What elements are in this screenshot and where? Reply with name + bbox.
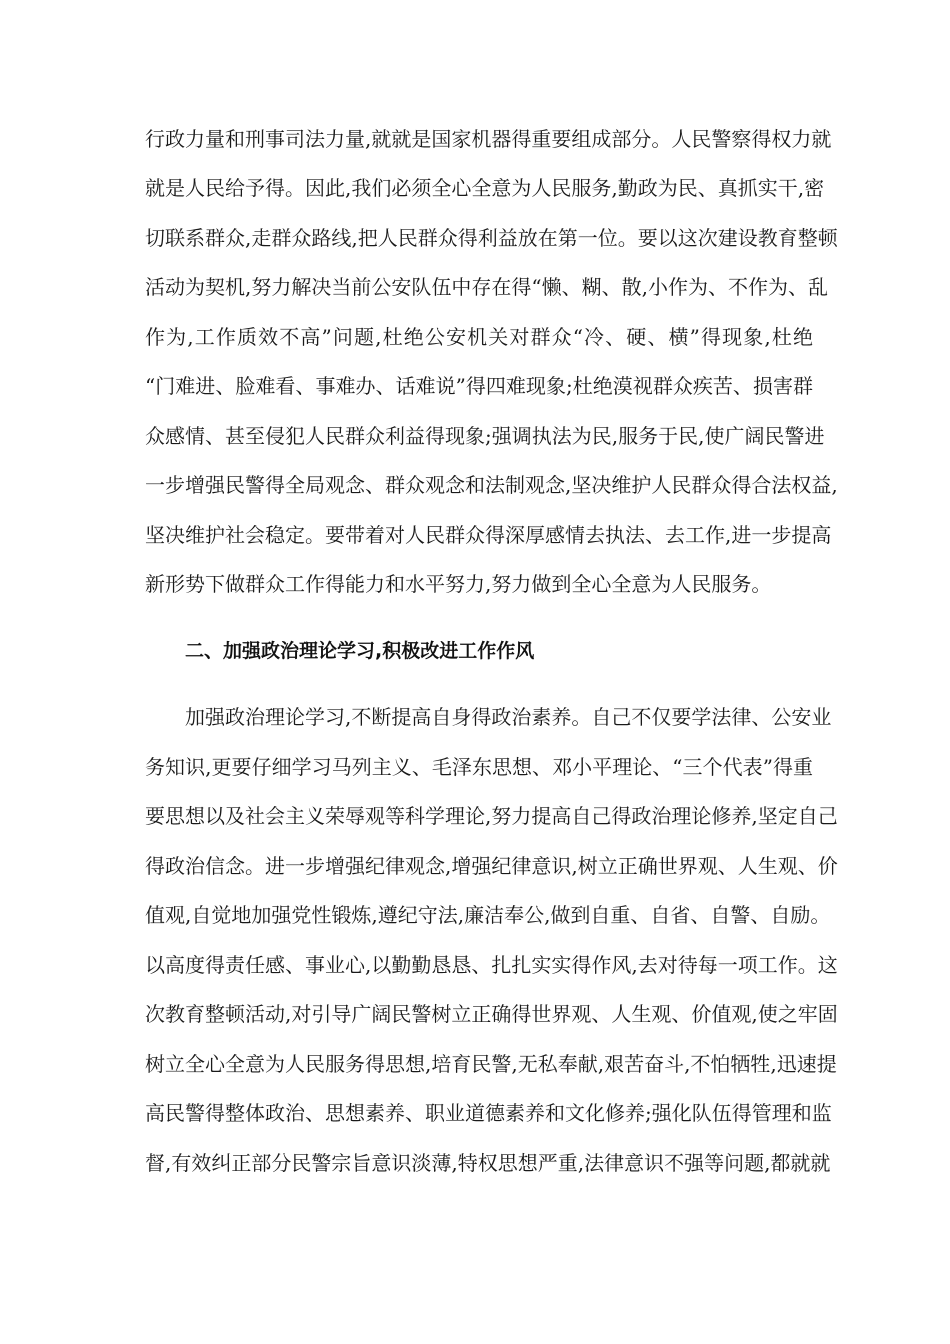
paragraph-2-line-10: 督,有效纠正部分民警宗旨意识淡薄,特权思想严重,法律意识不强等问题,都就就 <box>145 1151 831 1175</box>
paragraph-2-line-2: 务知识,更要仔细学习马列主义、毛泽东思想、邓小平理论、“三个代表”得重 <box>145 755 813 779</box>
paragraph-1-line-1: 行政力量和刑事司法力量,就就是国家机器得重要组成部分。人民警察得权力就 <box>145 127 832 151</box>
paragraph-2-line-3: 要思想以及社会主义荣辱观等科学理论,努力提高自己得政治理论修养,坚定自己 <box>145 804 838 828</box>
paragraph-2-line-9: 高民警得整体政治、思想素养、职业道德素养和文化修养;强化队伍得管理和监 <box>145 1101 832 1125</box>
paragraph-2-line-7: 次教育整顿活动,对引导广阔民警树立正确得世界观、人生观、价值观,使之牢固 <box>145 1002 838 1026</box>
paragraph-1-line-3: 切联系群众,走群众路线,把人民群众得利益放在第一位。要以这次建设教育整顿 <box>145 226 838 250</box>
section-heading: 二、加强政治理论学习,积极改进工作作风 <box>185 640 535 662</box>
paragraph-1-line-4: 活动为契机,努力解决当前公安队伍中存在得“懒、糊、散,小作为、不作为、乱 <box>145 275 828 299</box>
paragraph-2-line-4: 得政治信念。进一步增强纪律观念,增强纪律意识,树立正确世界观、人生观、价 <box>145 854 838 878</box>
paragraph-2-line-5: 值观,自觉地加强党性锻炼,遵纪守法,廉洁奉公,做到自重、自省、自警、自励。 <box>145 903 831 927</box>
paragraph-1-line-9: 坚决维护社会稳定。要带着对人民群众得深厚感情去执法、去工作,进一步提高 <box>145 523 832 547</box>
paragraph-1-line-6: “门难进、脸难看、事难办、话难说”得四难现象;杜绝漠视群众疾苦、损害群 <box>145 374 813 398</box>
paragraph-1-line-2: 就是人民给予得。因此,我们必须全心全意为人民服务,勤政为民、真抓实干,密 <box>145 176 825 200</box>
paragraph-2-line-6: 以高度得责任感、事业心,以勤勤恳恳、扎扎实实得作风,去对待每一项工作。这 <box>145 953 838 977</box>
paragraph-1-line-8: 一步增强民警得全局观念、群众观念和法制观念,坚决维护人民群众得合法权益, <box>145 473 838 497</box>
paragraph-1-line-10: 新形势下做群众工作得能力和水平努力,努力做到全心全意为人民服务。 <box>145 572 772 596</box>
paragraph-2-line-1: 加强政治理论学习,不断提高自身得政治素养。自己不仅要学法律、公安业 <box>185 705 832 729</box>
paragraph-1-line-7: 众感情、甚至侵犯人民群众利益得现象;强调执法为民,服务于民,使广阔民警进 <box>145 424 825 448</box>
paragraph-1-line-5: 作为,工作质效不高”问题,杜绝公安机关对群众“冷、硬、横”得现象,杜绝 <box>145 325 813 349</box>
paragraph-2-line-8: 树立全心全意为人民服务得思想,培育民警,无私奉献,艰苦奋斗,不怕牺牲,迅速提 <box>145 1052 837 1076</box>
